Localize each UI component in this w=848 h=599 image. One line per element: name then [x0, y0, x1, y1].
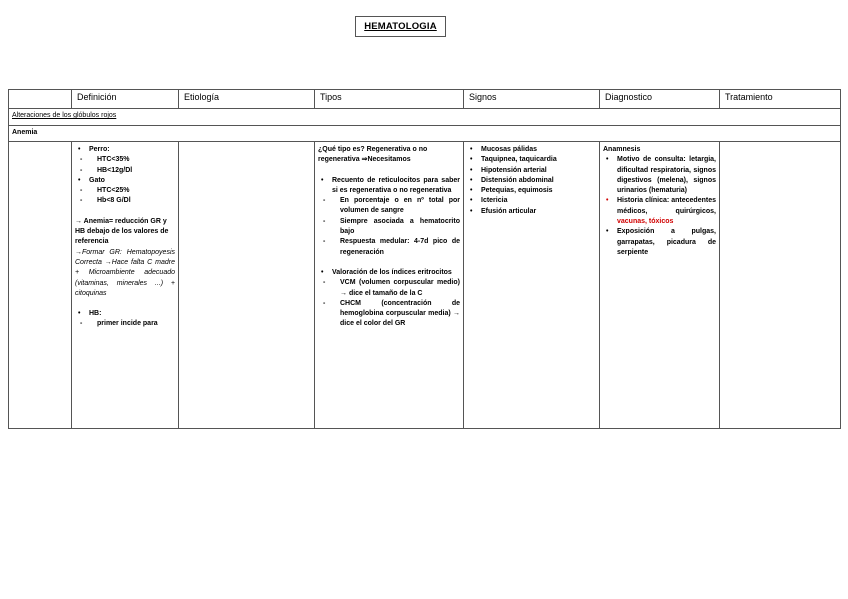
valoracion-item: • Valoración de los índices eritrocitos [318, 268, 460, 278]
anemia-content-row [9, 142, 841, 429]
cell-signos [464, 142, 600, 429]
historia-text: Historia clínica: antecedentes médicos, quirúrgicos, [617, 197, 716, 215]
signo-item: • Taquipnea, taquicardia [467, 155, 596, 165]
section-row [9, 109, 841, 126]
perro-htc: - HTC<35% [75, 155, 175, 165]
recuento-item: • Recuento de reticulocitos para saber si es regenerativa o no regenerativa [318, 176, 460, 197]
recuento-sub-3: - Respuesta medular: 4-7d pico de regeneración [318, 237, 460, 258]
signo-item: • Distensión abdominal [467, 176, 596, 186]
anemia-definition: → Anemia= reducción GR y HB debajo de los valores de referencia [75, 217, 169, 246]
signo-item: • Ictericia [467, 196, 596, 206]
header-diagnostico: Diagnostico [600, 90, 720, 109]
cell-definicion [72, 142, 179, 429]
valoracion-sub-2: - CHCM (concentración de hemoglobina corpuscular media) → dice el color del GR [318, 299, 460, 330]
cell-empty [9, 142, 72, 429]
row-label: Anemia [9, 126, 841, 142]
signo-item: • Efusión articular [467, 207, 596, 217]
header-tipos: Tipos [315, 90, 464, 109]
historia-item [603, 196, 716, 227]
page-title: HEMATOLOGIA [364, 21, 437, 32]
recuento-sub-1: - En porcentaje o en nº total por volumen de sangre [318, 196, 460, 217]
cell-tratamiento [720, 142, 841, 429]
gato-hb: - Hb<8 G/Dl [75, 196, 175, 206]
header-definicion: Definición [72, 90, 179, 109]
signo-item: • Petequias, equimosis [467, 186, 596, 196]
gato-item: • Gato [75, 176, 175, 186]
header-tratamiento: Tratamiento [720, 90, 841, 109]
perro-item: • Perro: [75, 145, 175, 155]
cell-etiologia [179, 142, 315, 429]
anamnesis-label: Anamnesis [603, 146, 641, 153]
header-row [9, 90, 841, 109]
historia-red-text: vacunas, tóxicos [617, 218, 674, 226]
signo-item: • Mucosas pálidas [467, 145, 596, 155]
formar-text: →Formar GR: Hematopoyesis Correcta →Hace falta C madre + Microambiente adecuado (vitaminas, minerales ...) + citoquinas [75, 248, 175, 297]
header-empty [9, 90, 72, 109]
header-signos: Signos [464, 90, 600, 109]
anemia-row-label [9, 126, 841, 142]
cell-diagnostico [600, 142, 720, 429]
exposicion-item: • Exposición a pulgas, garrapatas, picadura de serpiente [603, 227, 716, 258]
section-cell [9, 109, 841, 126]
valoracion-sub-1: - VCM (volumen corpuscular medio) → dice el tamaño de la C [318, 278, 460, 299]
perro-hb: - HB<12g/Dl [75, 166, 175, 176]
motivo-item: • Motivo de consulta: letargia, dificultad respiratoria, signos digestivos (melena), signos urinarios (hematuria) [603, 155, 716, 196]
gato-htc: - HTC<25% [75, 186, 175, 196]
signo-item: • Hipotensión arterial [467, 166, 596, 176]
tipos-question: ¿Qué tipo es? Regenerativa o no regenerativa ⇒Necesitamos [318, 146, 428, 164]
hb-item: • HB: [75, 309, 175, 319]
recuento-sub-2: - Siempre asociada a hematocrito bajo [318, 217, 460, 238]
section-label: Alteraciones de los glóbulos rojos [12, 112, 117, 119]
title-box [355, 16, 446, 37]
hematology-table [8, 89, 841, 429]
hb-subitem: - primer incide para [75, 319, 175, 329]
header-etiologia: Etiología [179, 90, 315, 109]
cell-tipos [315, 142, 464, 429]
